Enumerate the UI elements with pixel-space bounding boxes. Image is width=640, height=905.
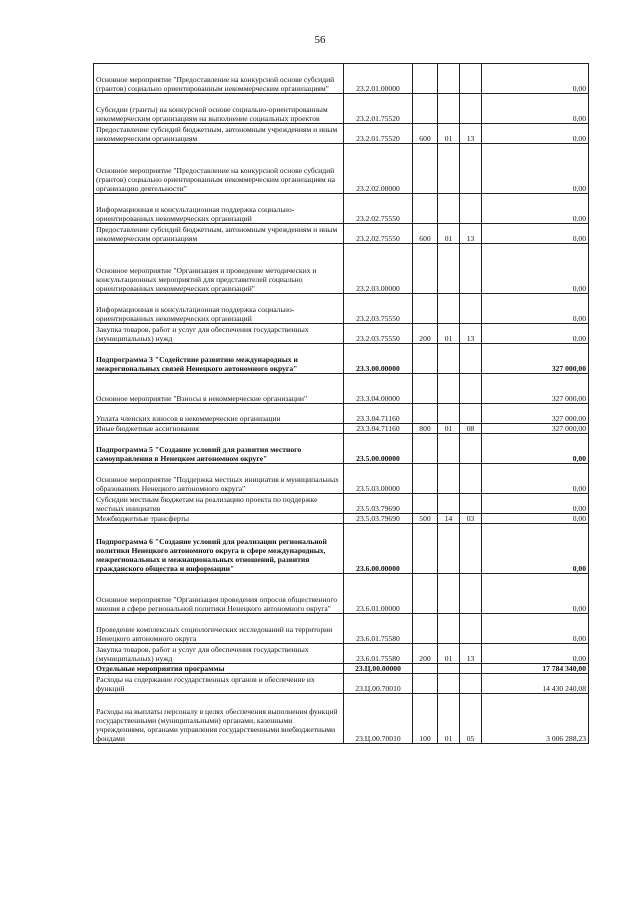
row-sum: 0,00 <box>482 194 589 224</box>
row-subsection <box>460 94 482 124</box>
row-section: 14 <box>438 514 460 524</box>
row-subsection <box>460 464 482 494</box>
row-expense-type: 200 <box>413 324 438 344</box>
row-sum: 0,00 <box>482 464 589 494</box>
row-name: Субсидии (гранты) на конкурсной основе социально-ориентированным некоммерческим организациям на выполнение социальных проектов <box>94 94 344 124</box>
row-code: 23.6.00.00000 <box>344 524 413 574</box>
row-name: Основное мероприятие "Организация проведения опросов общественного мнения в сфере региональной политики Ненецкого автономного округа" <box>94 574 344 614</box>
row-sum: 327 000,00 <box>482 424 589 434</box>
row-subsection: 13 <box>460 224 482 244</box>
row-section <box>438 524 460 574</box>
row-name: Подпрограмма 3 "Содействие развитию международных и межрегиональных связей Ненецкого автономного округа" <box>94 344 344 374</box>
row-expense-type <box>413 674 438 694</box>
row-expense-type: 200 <box>413 644 438 664</box>
row-section <box>438 664 460 674</box>
table-row <box>94 244 589 294</box>
row-code: 23.5.03.79690 <box>344 514 413 524</box>
row-expense-type <box>413 374 438 404</box>
row-name: Основное мероприятие "Предоставление на конкурсной основе субсидий (грантов) социально ориентированным некоммерческим организациям" <box>94 64 344 94</box>
row-name: Расходы на содержание государственных органов и обеспечение их функций <box>94 674 344 694</box>
row-sum: 0,00 <box>482 494 589 514</box>
row-expense-type: 800 <box>413 424 438 434</box>
table-row <box>94 294 589 324</box>
row-expense-type: 600 <box>413 224 438 244</box>
row-name: Подпрограмма 5 "Создание условий для развития местного самоуправления в Ненецком автономном округе" <box>94 434 344 464</box>
row-expense-type: 100 <box>413 694 438 744</box>
row-code: 23.6.01.75580 <box>344 644 413 664</box>
budget-table <box>93 63 589 744</box>
row-code: 23.6.01.75580 <box>344 614 413 644</box>
row-name: Межбюджетные трансферты <box>94 514 344 524</box>
row-code: 23.2.03.75550 <box>344 294 413 324</box>
row-section <box>438 434 460 464</box>
row-expense-type: 500 <box>413 514 438 524</box>
table-row <box>94 694 589 744</box>
row-sum: 0,00 <box>482 644 589 664</box>
row-code: 23.2.03.75550 <box>344 324 413 344</box>
row-expense-type <box>413 494 438 514</box>
row-name: Проведение комплексных социологических исследований на территории Ненецкого автономного округа <box>94 614 344 644</box>
row-section <box>438 344 460 374</box>
row-subsection <box>460 374 482 404</box>
row-name: Подпрограмма 6 "Создание условий для реализации региональной политики Ненецкого автономного округа в сфере международных, межрегиональных и межнациональных отношений, развития гражданского общества и информации" <box>94 524 344 574</box>
row-sum: 327 000,00 <box>482 374 589 404</box>
row-subsection: 03 <box>460 514 482 524</box>
table-row <box>94 664 589 674</box>
row-name: Информационная и консультационная поддержка социально-ориентированных некоммерческих организаций <box>94 194 344 224</box>
row-sum: 14 430 240,08 <box>482 674 589 694</box>
table-row <box>94 434 589 464</box>
row-section <box>438 494 460 514</box>
table-row <box>94 674 589 694</box>
row-sum: 0,00 <box>482 514 589 524</box>
row-code: 23.5.00.00000 <box>344 434 413 464</box>
row-code: 23.Ц.00.70010 <box>344 674 413 694</box>
row-code: 23.Ц.00.70010 <box>344 694 413 744</box>
table-row <box>94 224 589 244</box>
row-sum: 0,00 <box>482 244 589 294</box>
row-name: Отдельные мероприятия программы <box>94 664 344 674</box>
row-section: 01 <box>438 324 460 344</box>
row-expense-type <box>413 524 438 574</box>
row-expense-type <box>413 294 438 324</box>
row-expense-type <box>413 664 438 674</box>
table-row <box>94 524 589 574</box>
row-section <box>438 464 460 494</box>
table-row <box>94 514 589 524</box>
row-subsection <box>460 574 482 614</box>
row-expense-type <box>413 144 438 194</box>
row-section <box>438 404 460 424</box>
row-subsection <box>460 194 482 224</box>
row-section: 01 <box>438 694 460 744</box>
row-sum: 0,00 <box>482 574 589 614</box>
row-expense-type <box>413 464 438 494</box>
table-row <box>94 464 589 494</box>
row-section <box>438 294 460 324</box>
table-row <box>94 64 589 94</box>
table-row <box>94 124 589 144</box>
row-name: Расходы на выплаты персоналу в целях обеспечения выполнения функций государственными (муниципальными) органами, казенными учреждениями, органами управления государственными внебюджетными фондами <box>94 694 344 744</box>
row-code: 23.2.01.00000 <box>344 64 413 94</box>
row-code: 23.5.03.79690 <box>344 494 413 514</box>
row-subsection <box>460 494 482 514</box>
table-row <box>94 344 589 374</box>
row-name: Закупка товаров, работ и услуг для обеспечения государственных (муниципальных) нужд <box>94 644 344 664</box>
table-row <box>94 144 589 194</box>
row-section: 01 <box>438 124 460 144</box>
row-subsection <box>460 64 482 94</box>
row-code: 23.Ц.00.00000 <box>344 664 413 674</box>
row-name: Информационная и консультационная поддержка социально-ориентированных некоммерческих организаций <box>94 294 344 324</box>
row-expense-type <box>413 434 438 464</box>
row-name: Основное мероприятие "Поддержка местных инициатив в муниципальных образованиях Ненецкого автономного округа" <box>94 464 344 494</box>
row-subsection: 13 <box>460 324 482 344</box>
row-sum: 3 006 288,23 <box>482 694 589 744</box>
row-section: 01 <box>438 224 460 244</box>
table-row <box>94 614 589 644</box>
table-row <box>94 194 589 224</box>
table-row <box>94 404 589 424</box>
row-code: 23.6.01.00000 <box>344 574 413 614</box>
row-name: Основное мероприятие "Взносы в некоммерческие организации" <box>94 374 344 404</box>
page-number: 56 <box>314 34 326 46</box>
row-code: 23.2.03.00000 <box>344 244 413 294</box>
table-row <box>94 424 589 434</box>
row-expense-type <box>413 244 438 294</box>
budget-table-body <box>94 64 589 744</box>
row-sum: 0,00 <box>482 94 589 124</box>
row-expense-type: 600 <box>413 124 438 144</box>
table-row <box>94 494 589 514</box>
row-section <box>438 64 460 94</box>
row-expense-type <box>413 574 438 614</box>
row-code: 23.2.01.75520 <box>344 94 413 124</box>
row-section <box>438 574 460 614</box>
row-section: 01 <box>438 424 460 434</box>
row-subsection: 08 <box>460 424 482 434</box>
row-name: Основное мероприятие "Предоставление на конкурсной основе субсидий (грантов) социально ориентированным некоммерческим организациям на организацию деятельности" <box>94 144 344 194</box>
row-sum: 327 000,00 <box>482 344 589 374</box>
row-sum: 0,00 <box>482 324 589 344</box>
row-sum: 0,00 <box>482 144 589 194</box>
row-subsection: 05 <box>460 694 482 744</box>
row-sum: 327 000,00 <box>482 404 589 424</box>
row-expense-type <box>413 94 438 124</box>
row-section <box>438 244 460 294</box>
row-expense-type <box>413 614 438 644</box>
row-subsection <box>460 244 482 294</box>
row-name: Иные бюджетные ассигнования <box>94 424 344 434</box>
table-row <box>94 644 589 664</box>
row-expense-type <box>413 344 438 374</box>
row-sum: 0,00 <box>482 614 589 644</box>
row-sum: 0,00 <box>482 434 589 464</box>
row-section <box>438 144 460 194</box>
table-row <box>94 324 589 344</box>
row-sum: 0,00 <box>482 64 589 94</box>
row-subsection <box>460 674 482 694</box>
row-code: 23.3.04.71160 <box>344 404 413 424</box>
row-code: 23.5.03.00000 <box>344 464 413 494</box>
row-code: 23.3.00.00000 <box>344 344 413 374</box>
row-subsection <box>460 664 482 674</box>
row-name: Закупка товаров, работ и услуг для обеспечения государственных (муниципальных) нужд <box>94 324 344 344</box>
row-subsection: 13 <box>460 644 482 664</box>
row-code: 23.2.02.75550 <box>344 194 413 224</box>
row-sum: 17 784 340,00 <box>482 664 589 674</box>
row-section <box>438 614 460 644</box>
row-subsection <box>460 294 482 324</box>
row-sum: 0,00 <box>482 294 589 324</box>
table-row <box>94 374 589 404</box>
row-section <box>438 194 460 224</box>
row-code: 23.3.04.00000 <box>344 374 413 404</box>
row-section <box>438 374 460 404</box>
row-subsection <box>460 434 482 464</box>
row-name: Предоставление субсидий бюджетным, автономным учреждениям и иным некоммерческим организациям <box>94 124 344 144</box>
row-subsection <box>460 614 482 644</box>
row-expense-type <box>413 194 438 224</box>
row-name: Уплата членских взносов в некоммерческие организации <box>94 404 344 424</box>
row-subsection <box>460 344 482 374</box>
row-name: Основное мероприятие "Организация и проведение методических и консультационных мероприятий для представителей социально ориентированных некоммерческих организаций" <box>94 244 344 294</box>
row-subsection: 13 <box>460 124 482 144</box>
row-code: 23.2.01.75520 <box>344 124 413 144</box>
row-subsection <box>460 404 482 424</box>
row-code: 23.2.02.75550 <box>344 224 413 244</box>
row-name: Предоставление субсидий бюджетным, автономным учреждениям и иным некоммерческим организациям <box>94 224 344 244</box>
table-row <box>94 574 589 614</box>
row-section <box>438 674 460 694</box>
row-subsection <box>460 524 482 574</box>
row-code: 23.3.04.71160 <box>344 424 413 434</box>
row-sum: 0,00 <box>482 524 589 574</box>
row-section <box>438 94 460 124</box>
row-expense-type <box>413 404 438 424</box>
row-sum: 0,00 <box>482 224 589 244</box>
row-name: Субсидии местным бюджетам на реализацию проекта по поддержке местных инициатив <box>94 494 344 514</box>
row-expense-type <box>413 64 438 94</box>
table-row <box>94 94 589 124</box>
row-code: 23.2.02.00000 <box>344 144 413 194</box>
row-sum: 0,00 <box>482 124 589 144</box>
row-subsection <box>460 144 482 194</box>
row-section: 01 <box>438 644 460 664</box>
